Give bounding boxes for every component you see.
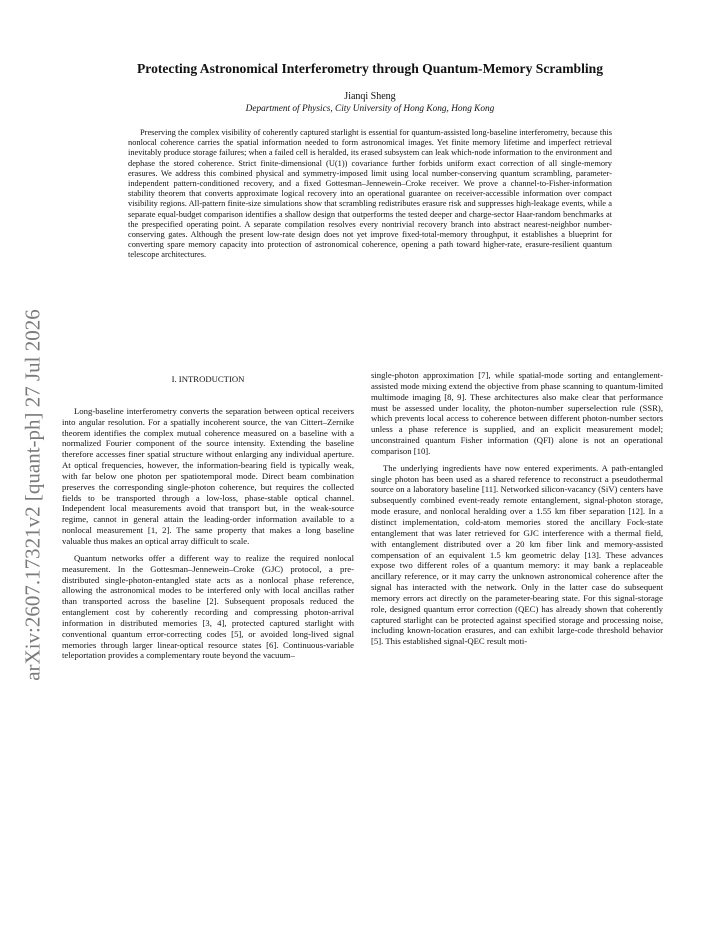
abstract: Preserving the complex visibility of coherently captured starlight is essential for quantum-assisted long-baseline interferometry, because this nonlocal coherence carries the spatial information needed to form astronomical images. Yet finite memory lifetime and imperfect retrieval inevitably produce storage failures; when a failed cell is heralded, its erased subsystem can leak which-node information to the environment and dephase the stored coherence. Strict finite-dimensional (U(1)) covariance further forbids uniform exact correction of all single-memory erasures. We address this combined physical and symmetry-imposed limit using local number-conserving quantum scrambling, parameter-independent pattern-conditioned recovery, and a fixed Gottesman–Jennewein–Croke receiver. We prove a channel-to-Fisher-information stability theorem that converts approximate logical recovery into an operational guarantee on receiver-accessible information over compact visibility regions. All-pattern finite-size simulations show that scrambling redistributes erasure risk and suppresses high-leakage events, while a separate equal-budget comparison identifies a shallow design that outperforms the tested deeper and charge-sector Haar-random benchmarks at the prespecified operating point. A separate compilation resolves every nontrivial recovery branch into abstract nearest-neighbor number-conserving gates. Although the present low-rate design does not yet improve fixed-total-memory throughput, it establishes a blueprint for converting spare memory capacity into protection of astronomical coherence, opening a path toward higher-rate, erasure-resilient quantum telescope architectures. xyxy=(128,128,612,260)
section-heading: I. INTRODUCTION xyxy=(171,374,245,384)
right-column xyxy=(371,370,663,647)
paragraph: single-photon approximation [7], while spatial-mode sorting and entanglement-assisted mode mixing extend the objective from phase scanning to quantum-limited multimode imaging [8, 9]. These architectures also make clear that performance must be assessed under locality, the photon-number superselection rule (SSR), which prevents local access to coherence between different photon-number sectors unless a phase reference is supplied, and an explicit measurement model; unconstrained quantum Fisher information (QFI) alone is not an operational comparison [10]. xyxy=(371,370,663,456)
paragraph: Long-baseline interferometry converts the separation between optical receivers into angular resolution. For a spatially incoherent source, the van Cittert–Zernike theorem identifies the complex mutual coherence measured on a baseline with a normalized Fourier component of the source intensity. Extending the baseline therefore accesses finer spatial structure without enlarging any individual aperture. At optical frequencies, however, the information-bearing field is typically weak, with far below one photon per spatiotemporal mode. Direct beam combination preserves the corresponding single-photon coherence, but requires the collected fields to be transported through a low-loss, phase-stable optical channel. Independent local measurements avoid that transport but, in the weak-source regime, cannot in general attain the leading-order information available to a nonlocal measurement [1, 2]. The same property that makes a long baseline valuable thus makes an optical array difficult to scale. xyxy=(62,405,354,546)
left-column xyxy=(62,370,354,661)
arxiv-sidebar-stamp xyxy=(3,309,63,681)
author-affiliation: Department of Physics, City University of Hong Kong, Hong Kong xyxy=(245,104,495,114)
paragraph: The underlying ingredients have now entered experiments. A path-entangled single photon has been used as a shared reference to reconstruct a pseudothermal source on a laboratory baseline [11]. Networked silicon-vacancy (SiV) centers have subsequently combined event-ready remote entanglement, signal-photon storage, mode erasure, and nonlocal heralding over a 1.55 km fiber separation [12]. In a distinct implementation, cold-atom memories stored the ancillary Fock-state entanglement that was later retrieved for GJC interference with a thermal field, with entanglement distributed over a 20 km fiber link and memory-assisted compensation of an equivalent 1.5 km geometric delay [13]. These advances expose two different roles of a quantum memory: it may bank a replaceable ancillary reference, or it may carry the unknown astronomical coherence after the signal has interacted with the network. Only in the latter case do subsequent memory errors act directly on the parameter-bearing state. For this signal-storage role, designed quantum error correction (QEC) has already shown that coherently captured starlight can be protected against specified storage and processing noise, including known-location erasures, and can exhibit large-code threshold behavior [5]. This established signal-QEC result moti- xyxy=(371,462,663,647)
author-name: Jianqi Sheng xyxy=(344,91,396,102)
paragraph: Quantum networks offer a different way to realize the required nonlocal measurement. In the Gottesman–Jennewein–Croke (GJC) protocol, a pre-distributed single-photon-entangled state acts as a nonlocal phase reference, allowing the astronomical modes to be interfered only with local ancillas rather than transported across the baseline [2]. Subsequent proposals reduced the entanglement cost by coherently recording and compressing photon-arrival information in distributed memories [3, 4], protected captured starlight with conventional quantum error-correcting codes [5], or avoided long-lived signal memories through larger linear-optical resource states [6]. Continuous-variable teleportation provides a complementary route beyond the vacuum– xyxy=(62,552,354,661)
paper-title: Protecting Astronomical Interferometry through Quantum-Memory Scrambling xyxy=(136,61,604,76)
arxiv-id-text: arXiv:2607.17321v2 [quant-ph] 27 Jul 2026 xyxy=(20,309,45,681)
